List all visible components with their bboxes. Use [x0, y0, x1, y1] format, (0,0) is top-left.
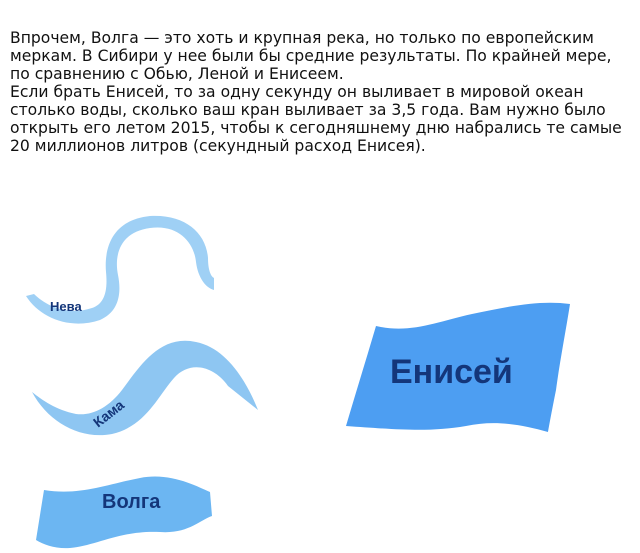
- river-volga-label: Волга: [102, 491, 161, 513]
- river-kama-label: Кама: [89, 396, 128, 431]
- paragraph-yenisei: Если брать Енисей, то за одну секунду он выливает в мировой океан столько воды, сколько ваш кран выливает за 3,5 года. Вам нужно было открыть его летом 2015, чтобы к сегодняшнему дню набрались те самые 20 миллионов литров (секундный расход Енисея).: [10, 83, 622, 155]
- paragraph-volga: Впрочем, Волга — это хоть и крупная река, но только по европейским меркам. В Сибири у нее были бы средние результаты. По крайней мере, по сравнению с Обью, Леной и Енисеем.: [10, 29, 612, 83]
- river-neva-label: Нева: [50, 299, 82, 314]
- river-kama-shape: [32, 341, 258, 435]
- river-yenisei-label: Енисей: [390, 353, 513, 391]
